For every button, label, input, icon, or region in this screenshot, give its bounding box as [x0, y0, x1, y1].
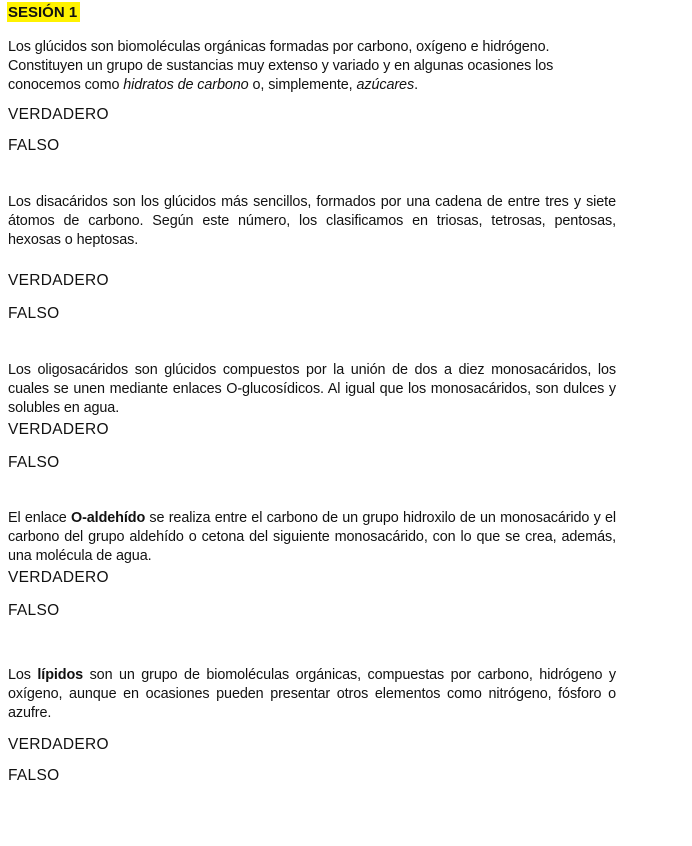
q3-text-part: Los oligosacáridos son glúcidos compuestos por la unión de dos a diez monosacáridos, los cuales se unen mediante enlaces O-glucosídicos. Al igual que los monosacáridos, son dulces y solubles en agua. [8, 362, 616, 416]
question-1-text [8, 38, 616, 95]
question-3-text [8, 361, 616, 418]
q1-text-part: o, simplemente, [248, 77, 357, 93]
question-4-text [8, 509, 616, 566]
q4-bold-term: O-aldehído [70, 510, 146, 526]
q1-option-verdadero[interactable]: VERDADERO [8, 106, 109, 123]
q3-option-falso[interactable]: FALSO [8, 454, 60, 471]
q1-italic-term: hidratos de carbono [123, 77, 249, 93]
q4-option-verdadero[interactable]: VERDADERO [8, 569, 109, 586]
q2-option-falso[interactable]: FALSO [8, 305, 60, 322]
q5-bold-term: lípidos [37, 667, 84, 683]
question-5-text [8, 666, 616, 723]
q5-option-verdadero[interactable]: VERDADERO [8, 736, 109, 753]
q2-option-verdadero[interactable]: VERDADERO [8, 272, 109, 289]
question-2-text [8, 193, 616, 250]
q4-text-part: se realiza entre el carbono de un grupo hidroxilo de un monosacárido y el carbono del grupo aldehído o cetona del siguiente monosacárido, con lo que se crea, además, una molécula de agua. [8, 510, 616, 564]
q5-text-part: son un grupo de biomoléculas orgánicas, compuestas por carbono, hidrógeno y oxígeno, aunque en ocasiones pueden presentar otros elementos como nitrógeno, fósforo o azufre. [8, 667, 616, 721]
q4-option-falso[interactable]: FALSO [8, 602, 60, 619]
q1-option-falso[interactable]: FALSO [8, 137, 60, 154]
q5-option-falso[interactable]: FALSO [8, 767, 60, 784]
q2-text-part: Los disacáridos son los glúcidos más sencillos, formados por una cadena de entre tres y siete átomos de carbono. Según este número, los clasificamos en triosas, tetrosas, pentosas, hexosas o heptosas. [8, 194, 616, 248]
q1-italic-term: azúcares [356, 77, 415, 93]
q1-text-part: Los glúcidos son biomoléculas orgánicas formadas por carbono, oxígeno e hidrógeno. Constituyen un grupo de sustancias muy extenso y variado y en algunas ocasiones los conocemos como [8, 39, 554, 93]
page-title: SESIÓN 1 [7, 2, 80, 22]
q1-text-part: . [414, 77, 418, 93]
q3-option-verdadero[interactable]: VERDADERO [8, 421, 109, 438]
q4-text-part: El enlace [8, 510, 71, 526]
q5-text-part: Los [8, 667, 38, 683]
